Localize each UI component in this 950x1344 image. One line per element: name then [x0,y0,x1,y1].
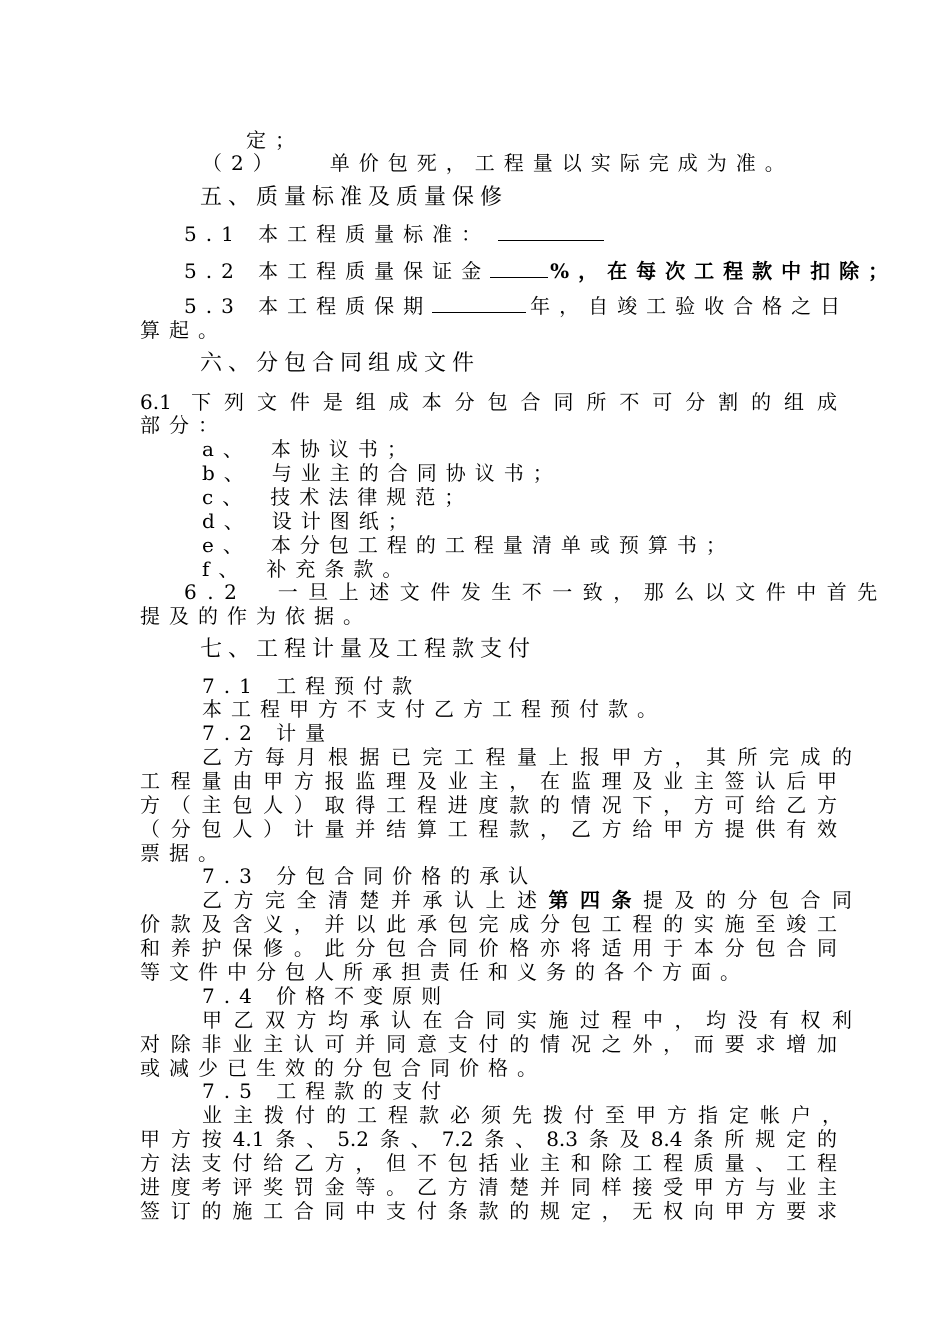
list-item: b、 与业主的合同协议书； [202,461,562,485]
clause-5-2-text-b: %，在每次工程款中扣除； [550,259,898,283]
clause-5-2 [184,259,897,283]
text-line: 工程量由甲方报监理及业主，在监理及业主签认后甲 [140,769,837,793]
text-line: 算起。 [140,318,227,342]
clause-5-1 [184,222,604,246]
section-heading-7: 七、工程计量及工程款支付 [200,637,537,662]
text-line: 乙方每月根据已完工程量上报甲方，其所完成的 [202,745,864,769]
text-line: （2） 单价包死，工程量以实际完成为准。 [202,151,794,175]
text-line: 方（主包人）取得工程进度款的情况下，方可给乙方 [140,793,837,817]
text-line: 定； [246,128,304,152]
text-line: 本工程甲方不支付乙方工程预付款。 [202,697,666,721]
text-line: 6.1 下列文件是组成本分包合同所不可分割的组成 [140,390,837,414]
text-line: 或减少已生效的分包合同价格。 [140,1056,546,1080]
list-item: c、 技术法律规范； [202,485,474,509]
sub-heading-7-3: 7.3 分包合同价格的承认 [202,864,538,888]
sub-heading-7-4: 7.4 价格不变原则 [202,984,451,1008]
text-line: 价款及含义，并以此承包完成分包工程的实施至竣工 [140,912,837,936]
text-line: 对除非业主认可并同意支付的情况之外，而要求增加 [140,1032,837,1056]
sub-heading-7-1: 7.1 工程预付款 [202,674,422,698]
list-item: e、 本分包工程的工程量清单或预算书； [202,533,735,557]
clause-5-1-text: 5.1 本工程质量标准： [184,222,491,246]
sub-heading-7-5: 7.5 工程款的支付 [202,1079,451,1103]
text-line: 票据。 [140,841,227,865]
clause-5-3-text-b: 年，自竣工验收合格之日 [530,294,850,318]
clause-5-3 [184,294,849,318]
section-heading-6: 六、分包合同组成文件 [200,351,481,376]
list-item: a、 本协议书； [202,437,416,461]
fill-blank [490,259,548,278]
text-run: 乙方完全清楚并承认上述 [202,888,549,912]
text-line: 提及的作为依据。 [140,604,372,628]
text-line: （分包人）计量并结算工程款，乙方给甲方提供有效 [140,817,837,841]
text-line: 业主拨付的工程款必须先拨付至甲方指定帐户， [202,1103,853,1127]
clause-5-2-text-a: 5.2 本工程质量保证金 [184,259,491,283]
text-line: 方法支付给乙方，但不包括业主和除工程质量、工程 [140,1151,837,1175]
text-line: 进度考评奖罚金等。乙方清楚并同样接受甲方与业主 [140,1175,837,1199]
text-line: 甲乙双方均承认在合同实施过程中，均没有权利 [202,1008,864,1032]
list-item: f、 补充条款。 [202,557,412,581]
text-line: 甲方按4.1条、5.2条、7.2条、8.3条及8.4条所规定的 [140,1127,837,1151]
list-item: d、 设计图纸； [202,509,417,533]
text-line [202,888,864,912]
sub-heading-7-2: 7.2 计量 [202,721,335,745]
text-line: 部分： [140,413,227,437]
fill-blank [498,222,604,241]
section-heading-5: 五、质量标准及质量保修 [200,185,509,210]
fill-blank [432,294,526,313]
text-line: 等文件中分包人所承担责任和义务的各个方面。 [140,960,749,984]
text-line: 6.2 一旦上述文件发生不一致，那么以文件中首先 [184,580,888,604]
clause-5-3-text-a: 5.3 本工程质保期 [184,294,433,318]
text-run: 提及的分包合同 [643,888,864,912]
text-line: 和养护保修。此分包合同价格亦将适用于本分包合同 [140,936,837,960]
text-run-bold: 第四条 [548,888,643,912]
text-line: 签订的施工合同中支付条款的规定，无权向甲方要求 [140,1199,837,1223]
